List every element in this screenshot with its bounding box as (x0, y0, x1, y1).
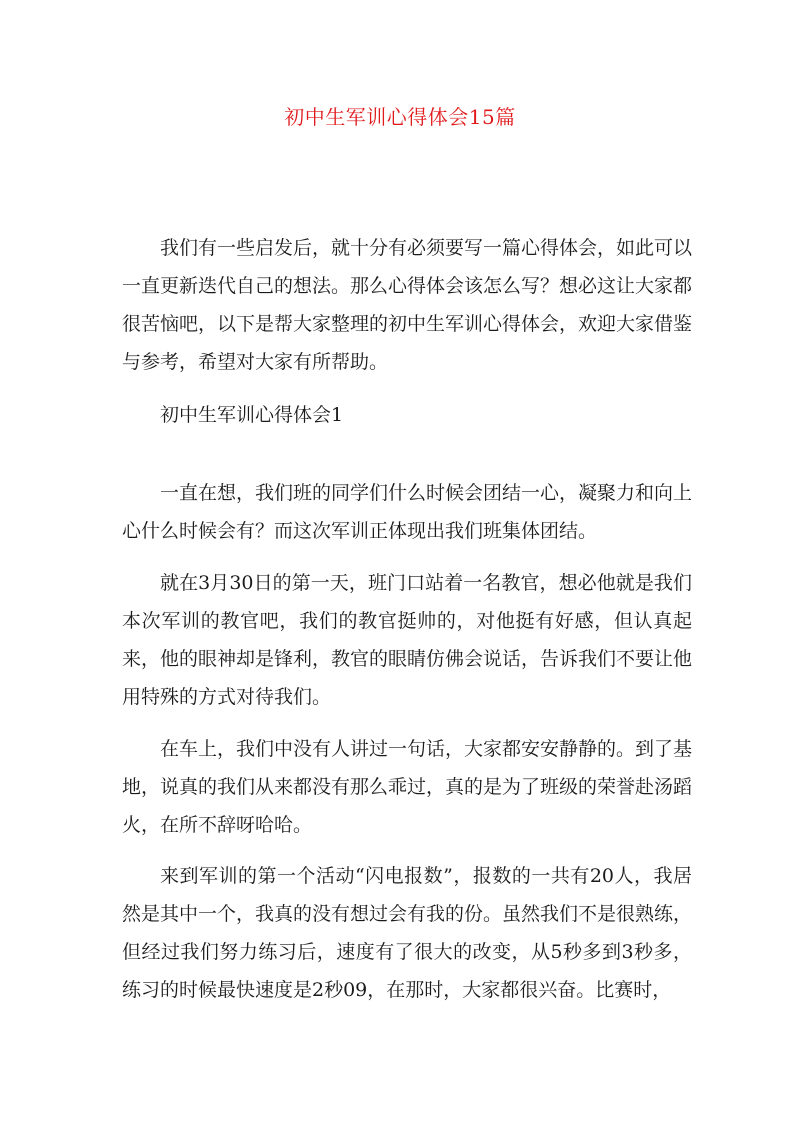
section-heading: 初中生军训心得体会1 (160, 404, 344, 426)
body-paragraph: 在车上，我们中没有人讲过一句话，大家都安安静静的。到了基地，说真的我们从来都没有那么乖过，真的是为了班级的荣誉赴汤蹈火，在所不辞呀哈哈。 (122, 738, 693, 836)
body-paragraph: 就在3月30日的第一天，班门口站着一名教官，想必他就是我们本次军训的教官吧，我们的教官挺帅的，对他挺有好感，但认真起来，他的眼神却是锋利，教官的眼睛仿佛会说话，告诉我们不要让他用特殊的方式对待我们。 (122, 572, 693, 708)
intro-paragraph: 我们有一些启发后，就十分有必须要写一篇心得体会，如此可以一直更新迭代自己的想法。那么心得体会该怎么写？想必这让大家都很苦恼吧，以下是帮大家整理的初中生军训心得体会，欢迎大家借鉴与参考，希望对大家有所帮助。 (122, 237, 693, 373)
body-paragraph: 一直在想，我们班的同学们什么时候会团结一心，凝聚力和向上心什么时候会有？而这次军训正体现出我们班集体团结。 (122, 482, 693, 542)
page-title: 初中生军训心得体会15篇 (284, 105, 516, 129)
body-paragraph: 来到军训的第一个活动“闪电报数”，报数的一共有20人，我居然是其中一个，我真的没有想过会有我的份。虽然我们不是很熟练，但经过我们努力练习后，速度有了很大的改变，从5秒多到3秒多，练习的时候最快速度是2秒09，在那时，大家都很兴奋。比赛时， (122, 865, 693, 1001)
